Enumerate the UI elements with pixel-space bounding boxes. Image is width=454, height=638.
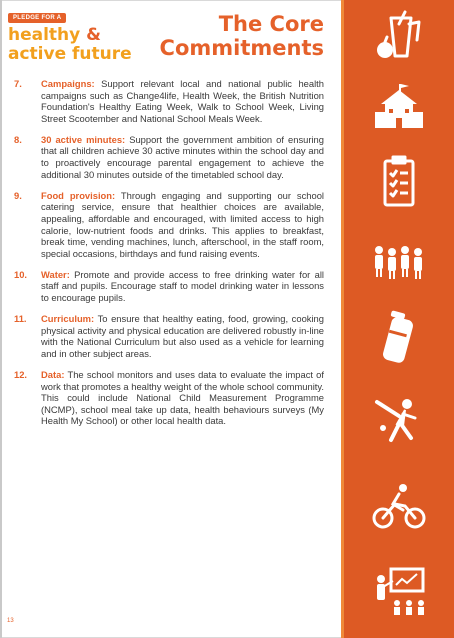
side-icon-panel [341,0,454,638]
item-number: 8. [14,133,22,145]
logo-line-2: active future [8,44,132,64]
item-text: Support relevant local and national public health campaigns such as Change4life, Health Week, the British Nutrition Foundation's Healthy Eating Week, Walk to School Week, Living Street Scootember and National School Meals Week. [41,78,324,124]
item-label: Campaigns: [41,78,95,89]
item-text: The school monitors and uses data to evaluate the impact of work that promotes a healthy weight of the whole school community. This could include National Child Measurement Programme (NCMP), school meal take up data, health behaviours surveys (My Health My School) or other local health data. [41,368,324,427]
item-number: 9. [14,189,22,201]
commitment-item-12 [14,369,324,427]
children-group-icon [369,232,429,288]
item-label: Water: [41,268,70,280]
logo-line-1 [8,26,138,45]
page-number: 13 [7,618,14,624]
commitment-item-9 [14,190,324,260]
item-number: 7. [14,78,22,89]
item-label: Curriculum: [41,313,95,325]
item-text: Promote and provide access to free drinking water for all staff and pupils. Encourage staff to model drinking water in lessons to encourage pupils. [41,268,324,303]
commitments-list [14,78,324,436]
commitment-item-11 [14,313,324,359]
checklist-clipboard-icon [369,155,429,211]
item-number: 10. [14,268,28,280]
title-line-2: Commitments [159,36,324,60]
item-text: To ensure that healthy eating, food, growing, cooking physical activity and physical education are delivered robustly in-line with the National Curriculum but also used as a vehicle for learning and in other subject areas. [41,313,324,359]
item-label: 30 active minutes: [41,133,126,145]
school-building-icon [369,82,429,138]
item-text: Through engaging and supporting our school catering service, ensure that healthier choices are available, appealing, affordable and encouraged, with limited access to high calorie, low-nutrient foods and drinks. This applies to breakfast, break time, vending machines, lunch, afterschool, in the staff room, special occasions, birthdays and fund raising events. [41,189,325,259]
logo-ampersand: & [86,25,101,45]
logo-word-healthy: healthy [8,25,81,45]
item-label: Food provision: [41,189,116,201]
drink-and-apple-icon [369,10,429,66]
commitment-item-7 [14,78,324,124]
pledge-logo [8,6,138,66]
commitment-item-8 [14,134,324,180]
item-label: Data: [41,368,65,380]
item-number: 11. [14,313,27,325]
item-text: Support the government ambition of ensuring that all children achieve 30 active minutes within the school day and to proactively encourage parental engagement to achieve the additional 30 minutes outside of the timetabled school day. [41,133,324,180]
water-bottle-icon [369,310,429,366]
panel-stripe [341,0,344,638]
teacher-presentation-icon [369,565,429,621]
item-number: 12. [14,368,28,380]
logo-tag: PLEDGE FOR A [8,13,66,23]
binding-edge [0,0,2,638]
title-line-1: The Core [218,12,324,36]
cyclist-icon [369,478,429,534]
cricket-player-icon [369,392,429,448]
commitment-item-10 [14,269,324,304]
page-title [160,12,324,60]
